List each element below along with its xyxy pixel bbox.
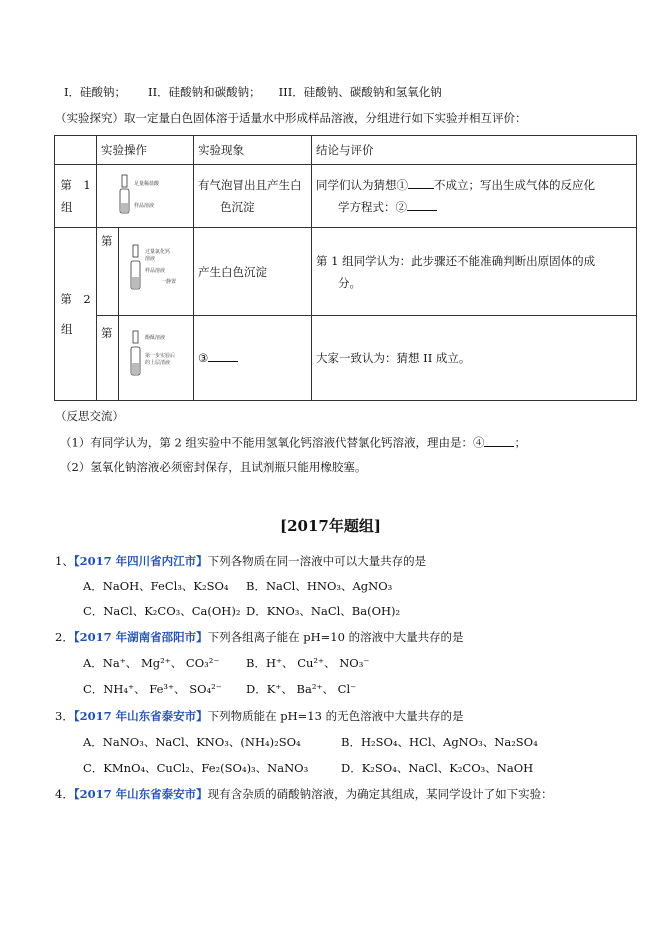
group2-step2-label-text: 第	[101, 326, 113, 340]
q1-source: 【2017 年四川省内江市】	[73, 554, 208, 568]
group1-figure-cell	[97, 165, 194, 228]
question-1	[55, 553, 426, 569]
fig-label-settle: 一静置	[161, 278, 177, 285]
dropper-icon	[122, 175, 127, 187]
q2-option-d: D．K⁺、 Ba²⁺、 Cl⁻	[246, 682, 357, 696]
q4-stem: 现有含杂质的硝酸钠溶液，为确定其组成，某同学设计了如下实验：	[207, 787, 553, 801]
group1-conclusion	[312, 165, 637, 228]
q2-number: 2．	[55, 630, 74, 644]
q3-option-a: A．NaNO₃、NaCl、KNO₃、(NH₄)₂SO₄	[83, 735, 301, 749]
q3-option-d: D．K₂SO₄、NaCl、K₂CO₃、NaOH	[341, 761, 534, 775]
table-header-row	[55, 136, 637, 165]
fig-label-reagent: 过量氯化钙	[145, 248, 171, 255]
q1-number: 1、	[55, 554, 74, 568]
q1-option-b: B．NaCl、HNO₃、AgNO₃	[246, 579, 393, 593]
group2-step1-row	[55, 228, 637, 316]
group2-step1-phenomenon: 产生白色沉淀	[194, 228, 312, 316]
q3-option-b: B．H₂SO₄、HCl、AgNO₃、Na₂SO₄	[341, 735, 538, 749]
reflection-q1-end: ；	[514, 435, 526, 450]
fig-label-liquid: 第一步实验后	[145, 353, 176, 359]
solution-fill	[121, 203, 128, 212]
fig-label-sample: 样品溶液	[145, 267, 166, 274]
group2-step2-label	[97, 316, 119, 401]
q2-option-c: C．NH₄⁺、 Fe³⁺、 SO₄²⁻	[83, 682, 222, 696]
header-empty	[55, 136, 97, 165]
fig-label-reagent: 酚酞溶液	[145, 335, 166, 341]
dropper-icon	[133, 245, 138, 257]
group1-label-a: 第 1	[60, 178, 91, 192]
group2-step2-row	[55, 316, 637, 401]
fig-label-reagent-2: 溶液	[145, 255, 156, 262]
hypothesis-2: II．硅酸钠和碳酸钠；	[148, 85, 261, 99]
q3-number: 3．	[55, 709, 74, 723]
group2-step1-label-text: 第	[101, 234, 113, 248]
hypotheses-line	[64, 84, 442, 100]
group2-step1-conclusion	[312, 228, 637, 316]
q2-option-a: A．Na⁺、 Mg²⁺、 CO₃²⁻	[83, 656, 220, 670]
fig-label-reagent: 足量稀盐酸	[134, 181, 160, 187]
group2-label-a: 第 2	[60, 292, 91, 306]
group2-label-b: 组	[61, 322, 73, 336]
solution-fill	[132, 363, 139, 374]
group1-phenomenon-2: 色沉淀	[220, 200, 255, 214]
experiment-table	[54, 135, 637, 401]
group1-phenomenon-1: 有气泡冒出且产生白	[198, 178, 302, 192]
section-title: [2017年题组]	[280, 517, 381, 535]
reflection-q2: （2）氢氧化钠溶液必须密封保存，且试剂瓶只能用橡胶塞。	[60, 460, 367, 474]
q1-option-d: D．KNO₃、NaCl、Ba(OH)₂	[246, 604, 401, 618]
q3-stem: 下列物质能在 pH=13 的无色溶液中大量共存的是	[207, 709, 464, 723]
group1-label	[55, 165, 97, 228]
group2-step2-phenomenon	[194, 316, 312, 401]
experiment-intro: （实验探究）取一定量白色固体溶于适量水中形成样品溶液，分组进行如下实验并相互评价：	[55, 111, 527, 125]
reflection-q1	[60, 434, 526, 451]
group2-step1-conclusion-2: 分。	[338, 275, 361, 290]
reflection-q1-text: （1）有同学认为，第 2 组实验中不能用氢氧化钙溶液代替氯化钙溶液，理由是：④	[60, 435, 485, 450]
group2-label	[55, 228, 97, 401]
q2-stem: 下列各组离子能在 pH=10 的溶液中大量共存的是	[207, 630, 464, 644]
fig-label-liquid-2: 的上层清液	[145, 360, 171, 366]
q3-option-c: C．KMnO₄、CuCl₂、Fe₂(SO₄)₃、NaNO₃	[83, 761, 309, 775]
answer-blank-3[interactable]	[208, 350, 238, 363]
reflection-title: （反思交流）	[55, 409, 124, 423]
header-phenomenon: 实验现象	[194, 136, 312, 165]
answer-blank-1[interactable]	[408, 177, 434, 190]
answer-blank-4[interactable]	[484, 434, 514, 447]
group2-step1-conclusion-1: 第 1 组同学认为：此步骤还不能准确判断出原固体的成	[316, 253, 596, 268]
q1-option-a: A．NaOH、FeCl₃、K₂SO₄	[83, 579, 229, 593]
header-operation: 实验操作	[97, 136, 194, 165]
group1-phenomenon	[194, 165, 312, 228]
group2-step2-figure-cell	[119, 316, 194, 401]
question-4	[55, 786, 553, 802]
question-2	[55, 629, 464, 645]
answer-blank-2[interactable]	[407, 199, 437, 212]
group1-row	[55, 165, 637, 228]
q2-source: 【2017 年湖南省邵阳市】	[73, 630, 208, 644]
header-conclusion: 结论与评价	[312, 136, 637, 165]
group2-step2-conclusion: 大家一致认为：猜想 II 成立。	[312, 316, 637, 401]
group2-step2-phenomenon-text: ③	[198, 351, 209, 365]
q4-source: 【2017 年山东省泰安市】	[73, 787, 208, 801]
group2-step1-figure-cell	[119, 228, 194, 316]
group2-step1-label	[97, 228, 119, 316]
group1-label-b: 组	[61, 200, 73, 214]
group1-conclusion-1a: 同学们认为猜想①	[316, 178, 408, 192]
group2-step2-test-tube-figure	[123, 327, 189, 389]
solution-fill	[132, 277, 139, 288]
hypothesis-1: I．硅酸钠；	[64, 85, 127, 99]
dropper-icon	[133, 331, 138, 343]
q2-option-b: B．H⁺、 Cu²⁺、 NO₃⁻	[246, 656, 370, 670]
q1-stem: 下列各物质在同一溶液中可以大量共存的是	[207, 554, 427, 568]
group1-conclusion-2a: 学方程式：②	[338, 200, 407, 214]
question-3	[55, 708, 464, 724]
group1-conclusion-1b: 不成立；写出生成气体的反应化	[434, 178, 595, 192]
q4-number: 4．	[55, 787, 74, 801]
group2-step1-test-tube-figure	[123, 241, 189, 303]
q1-option-c: C．NaCl、K₂CO₃、Ca(OH)₂	[83, 604, 241, 618]
group1-test-tube-figure	[110, 171, 180, 221]
hypothesis-3: III．硅酸钠、碳酸钠和氢氧化钠	[278, 85, 442, 99]
fig-label-sample: 样品溶液	[134, 203, 155, 209]
q3-source: 【2017 年山东省泰安市】	[73, 709, 208, 723]
